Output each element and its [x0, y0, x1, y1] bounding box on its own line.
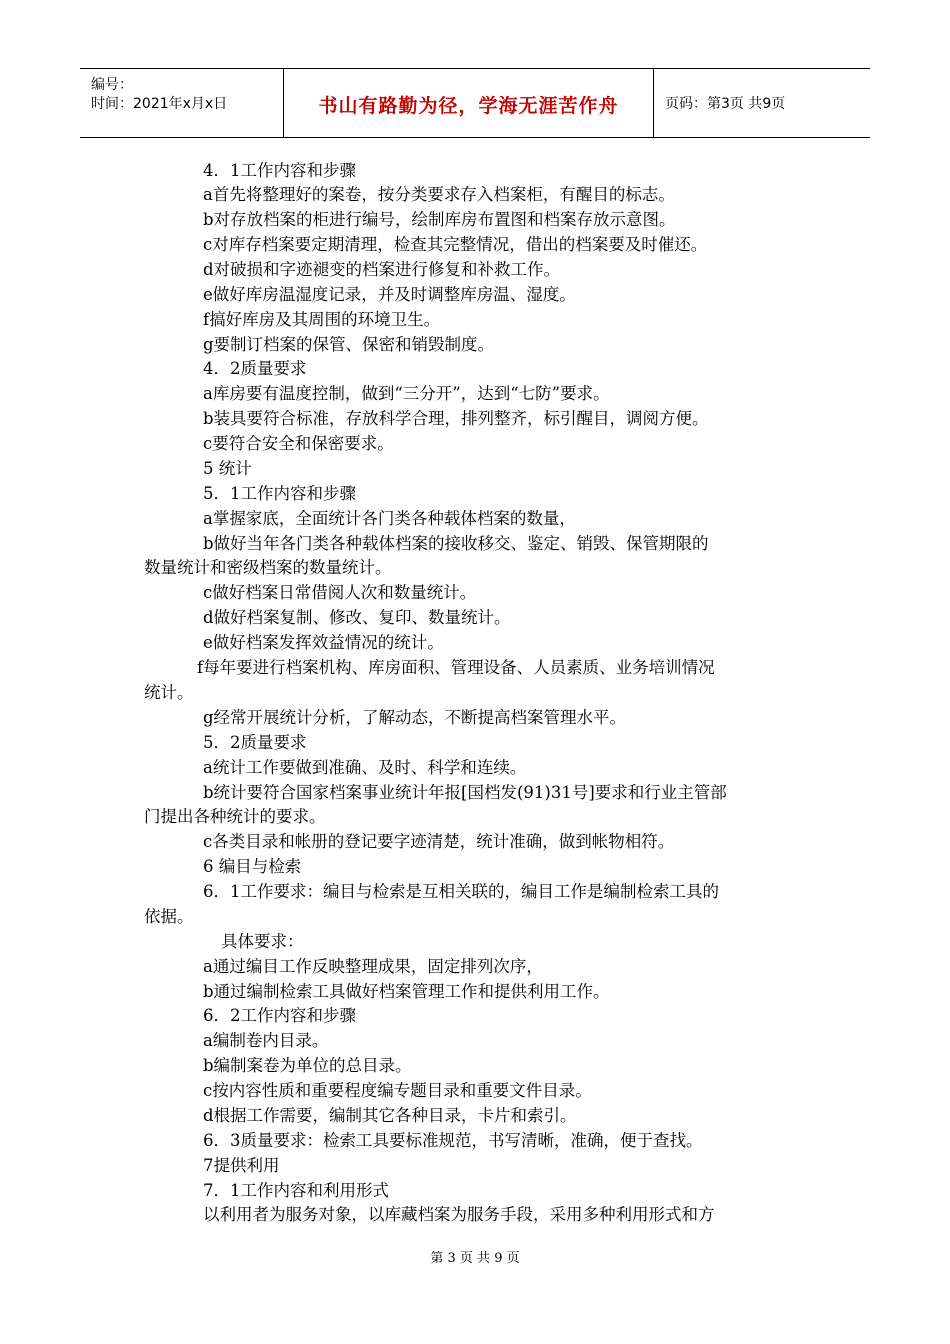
- text-line: d做好档案复制、修改、复印、数量统计。: [203, 608, 511, 627]
- text-line: a编制卷内目录。: [203, 1031, 329, 1050]
- section-heading: 7．1工作内容和利用形式: [203, 1181, 389, 1200]
- text-line: c按内容性质和重要程度编专题目录和重要文件目录。: [203, 1081, 592, 1100]
- text-line: e做好库房温湿度记录，并及时调整库房温、湿度。: [203, 285, 576, 304]
- text-line: c对库存档案要定期清理，检查其完整情况，借出的档案要及时催还。: [203, 235, 708, 254]
- text-line: e做好档案发挥效益情况的统计。: [203, 633, 444, 652]
- text-line: a首先将整理好的案卷，按分类要求存入档案柜，有醒目的标志。: [203, 185, 675, 204]
- text-line: 具体要求：: [221, 932, 304, 951]
- section-heading: 5．1工作内容和步骤: [203, 484, 356, 503]
- page-footer: [0, 1247, 950, 1266]
- text-line: f搞好库房及其周围的环境卫生。: [203, 310, 441, 329]
- text-line: 依据。: [144, 907, 194, 926]
- section-heading: 5．2质量要求: [203, 733, 307, 752]
- document-number-label: 编号：: [91, 77, 133, 93]
- section-heading: 4．2质量要求: [203, 359, 307, 378]
- text-line: 以利用者为服务对象，以库藏档案为服务手段，采用多种利用形式和方: [203, 1205, 715, 1224]
- text-line: a通过编目工作反映整理成果，固定排列次序，: [203, 957, 543, 976]
- text-line: 6．1工作要求：编目与检索是互相关联的，编目工作是编制检索工具的: [203, 882, 719, 901]
- text-line: b装具要符合标准，存放科学合理，排列整齐，标引醒目，调阅方便。: [203, 409, 709, 428]
- header-meta-cell: [80, 69, 284, 137]
- text-line: b通过编制检索工具做好档案管理工作和提供利用工作。: [203, 982, 610, 1001]
- text-line: d根据工作需要，编制其它各种目录，卡片和索引。: [203, 1106, 577, 1125]
- text-line: a库房要有温度控制，做到“三分开”，达到“七防”要求。: [203, 384, 610, 403]
- text-line: g经常开展统计分析，了解动态，不断提高档案管理水平。: [203, 708, 627, 727]
- motto-text: 书山有路勤为径，学海无涯苦作舟: [318, 95, 619, 117]
- section-heading: 7提供利用: [203, 1156, 280, 1175]
- text-line: c要符合安全和保密要求。: [203, 434, 394, 453]
- text-line: b对存放档案的柜进行编号，绘制库房布置图和档案存放示意图。: [203, 210, 676, 229]
- page-header: [80, 68, 870, 138]
- text-line: b做好当年各门类各种载体档案的接收移交、鉴定、销毁、保管期限的: [203, 534, 709, 553]
- text-line: c做好档案日常借阅人次和数量统计。: [203, 583, 477, 602]
- header-motto-cell: [284, 69, 654, 137]
- text-line: 统计。: [144, 683, 194, 702]
- text-line: g要制订档案的保管、保密和销毁制度。: [203, 335, 495, 354]
- text-line: 数量统计和密级档案的数量统计。: [144, 558, 392, 577]
- text-line: a统计工作要做到准确、及时、科学和连续。: [203, 758, 527, 777]
- text-line: d对破损和字迹褪变的档案进行修复和补救工作。: [203, 260, 561, 279]
- text-line: a掌握家底，全面统计各门类各种载体档案的数量，: [203, 509, 576, 528]
- text-line: b统计要符合国家档案事业统计年报[国档发(91)31号]要求和行业主管部: [203, 783, 727, 802]
- section-heading: 6 编目与检索: [203, 857, 302, 876]
- text-line: 门提出各种统计的要求。: [144, 807, 326, 826]
- text-line: b编制案卷为单位的总目录。: [203, 1056, 412, 1075]
- header-page-info: 页码：第3页 共9页: [665, 96, 786, 112]
- document-date-label: 时间：2021年x月x日: [91, 96, 228, 112]
- text-line: c各类目录和帐册的登记要字迹清楚，统计准确，做到帐物相符。: [203, 832, 675, 851]
- page-number: 第 3 页 共 9 页: [430, 1251, 520, 1266]
- text-line: 6．3质量要求：检索工具要标准规范，书写清晰，准确，便于查找。: [203, 1131, 703, 1150]
- text-line: f每年要进行档案机构、库房面积、管理设备、人员素质、业务培训情况: [197, 658, 715, 677]
- section-heading: 6．2工作内容和步骤: [203, 1006, 356, 1025]
- text-line: 4．1工作内容和步骤: [203, 161, 356, 180]
- section-heading: 5 统计: [203, 459, 252, 478]
